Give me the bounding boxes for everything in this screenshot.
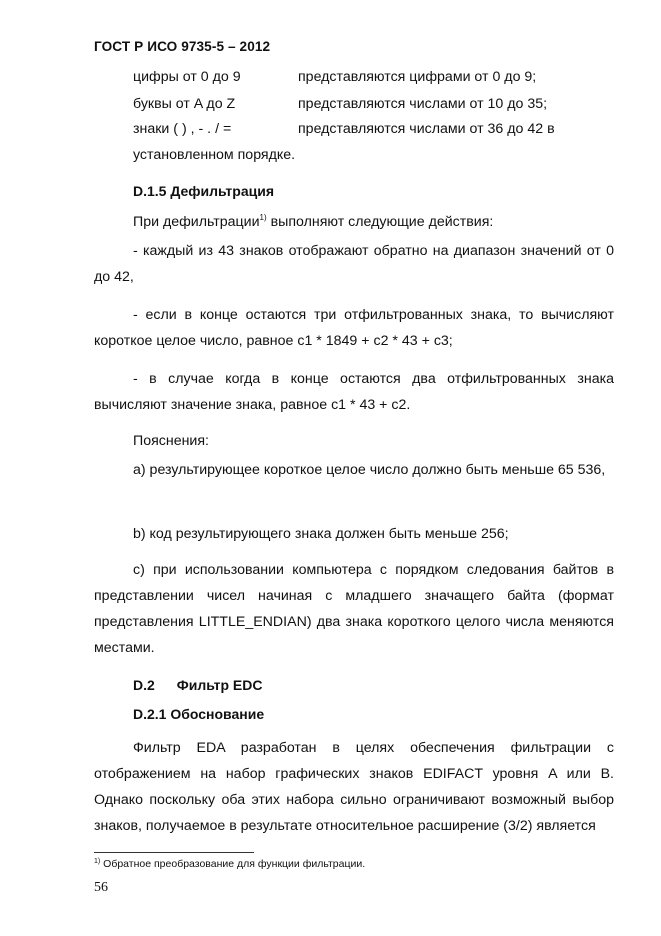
note-c: c) при использовании компьютера с порядком следования байтов в представлении чисел начиная с младшего значащего байта (формат представления LITTLE_ENDIAN) два знака короткого целого числа меняются местами. <box>94 562 614 656</box>
mapping-right: представляются числами от 36 до 42 в <box>298 121 555 137</box>
footnote-separator <box>94 852 254 853</box>
page-number: 56 <box>94 880 108 895</box>
list-item-3: - в случае когда в конце остаются два отфильтрованных знака вычисляют значение знака, равное c1 * 43 + c2. <box>94 371 614 413</box>
heading-d2-number: D.2 <box>133 677 155 693</box>
mapping-left: знаки ( ) , - . / = <box>133 121 232 137</box>
list-item-2: - если в конце остаются три отфильтрованных знака, то вычисляют короткое целое число, равное c1 * 1849 + c2 * 43 + c3; <box>94 307 614 349</box>
heading-d2-title: Фильтр EDC <box>176 677 263 693</box>
footnote-ref: 1) <box>259 213 267 222</box>
mapping-left: буквы от A до Z <box>133 96 236 112</box>
mapping-left: цифры от 0 до 9 <box>133 69 241 85</box>
mapping-tail-text: установленном порядке. <box>133 147 296 163</box>
note-a: a) результирующее короткое целое число должно быть меньше 65 536, <box>133 462 606 478</box>
note-b: b) код результирующего знака должен быть меньше 256; <box>133 526 509 542</box>
heading-d15: D.1.5 Дефильтрация <box>133 183 274 199</box>
heading-d21: D.2.1 Обоснование <box>133 706 265 722</box>
intro-line <box>133 214 493 230</box>
intro-text-rest: выполняют следующие действия: <box>266 214 494 230</box>
footnote-mark: 1) <box>94 858 101 865</box>
footnote-text: Обратное преобразование для функции фильтрации. <box>100 858 366 870</box>
standard-header: ГОСТ Р ИСО 9735-5 – 2012 <box>94 39 271 54</box>
list-item-1: - каждый из 43 знаков отображают обратно на диапазон значений от 0 до 42, <box>94 243 614 285</box>
mapping-right: представляются числами от 10 до 35; <box>298 96 548 112</box>
paragraph-d21: Фильтр EDA разработан в целях обеспечения фильтрации с отображением на набор графических знаков EDIFACT уровня A или B. Однако поскольку оба этих набора сильно ограничивают возможный выбор знаков, получаемое в результате относительное расширение (3/2) является <box>94 740 614 834</box>
mapping-right: представляются цифрами от 0 до 9; <box>298 69 537 85</box>
notes-title: Пояснения: <box>133 433 209 449</box>
intro-text: При дефильтрации <box>133 214 260 230</box>
heading-d2 <box>133 677 262 693</box>
footnote <box>94 858 365 870</box>
